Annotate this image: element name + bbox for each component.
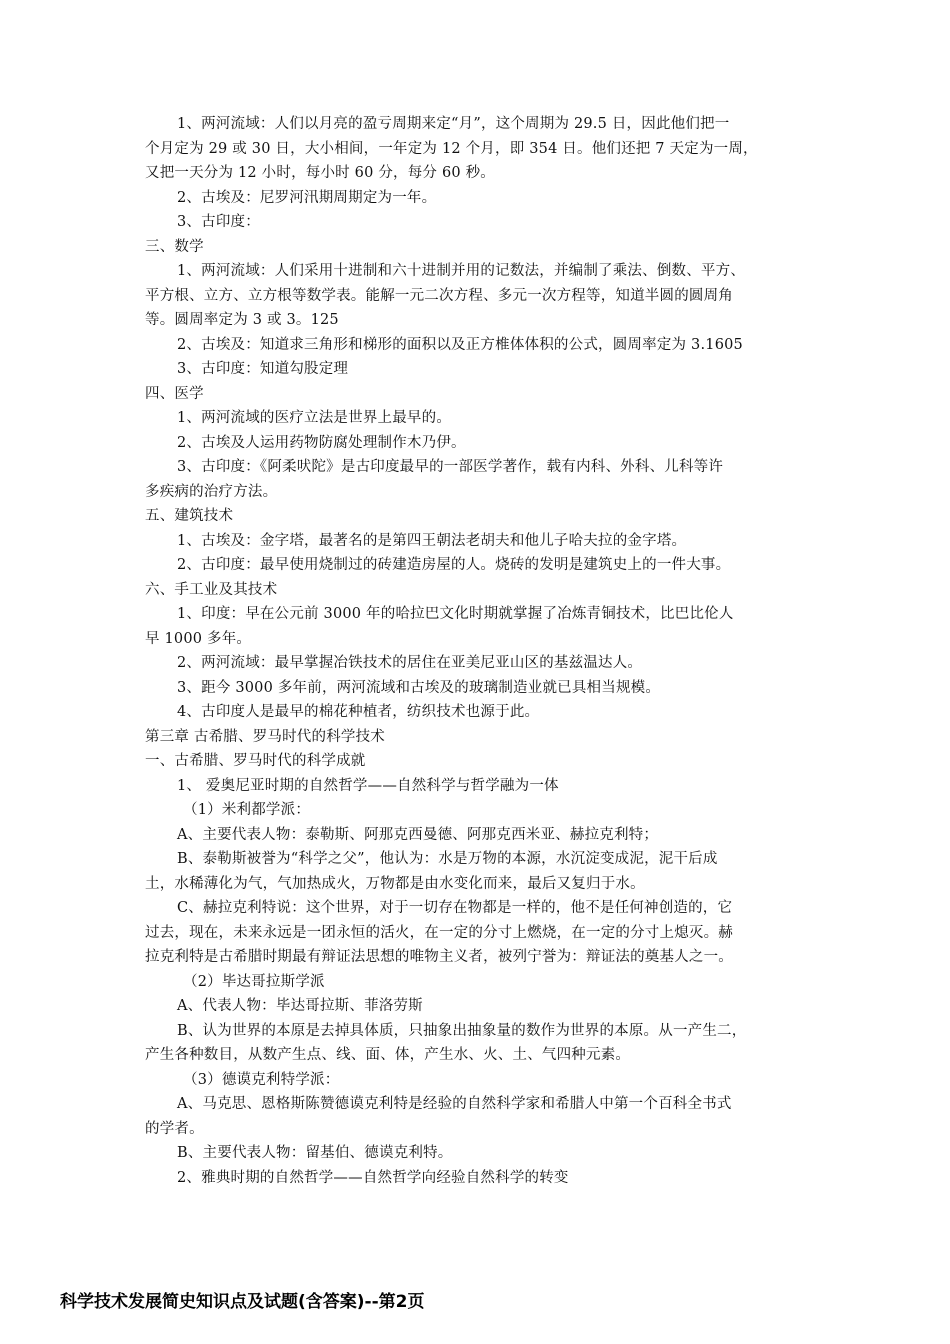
- text-line: A、代表人物：毕达哥拉斯、菲洛劳斯: [177, 998, 423, 1014]
- text-line: 3、古印度：《阿柔吠陀》是古印度最早的一部医学著作，载有内科、外科、儿科等许: [177, 459, 724, 475]
- text-line: A、马克思、恩格斯陈赞德谟克利特是经验的自然科学家和希腊人中第一个百科全书式: [177, 1096, 732, 1112]
- text-line: 4、古印度人是最早的棉花种植者，纺织技术也源于此。: [177, 704, 540, 720]
- text-line: 1、两河流域：人们采用十进制和六十进制并用的记数法，并编制了乘法、倒数、平方、: [177, 263, 746, 279]
- document-body: [145, 112, 815, 1190]
- text-line: （3）德谟克利特学派：: [183, 1071, 340, 1088]
- text-line: 2、古埃及：知道求三角形和梯形的面积以及正方椎体体积的公式，圆周率定为 3.1605: [177, 336, 743, 353]
- text-line: 1、 爱奥尼亚时期的自然哲学——自然科学与哲学融为一体: [177, 777, 559, 794]
- text-line: 拉克利特是古希腊时期最有辩证法思想的唯物主义者，被列宁誉为：辩证法的奠基人之一。: [145, 949, 733, 965]
- text-line: 四、医学: [145, 385, 204, 402]
- text-line: 六、手工业及其技术: [145, 581, 278, 598]
- text-line: 3、古印度：知道勾股定理: [177, 361, 349, 377]
- text-line: 2、古埃及人运用药物防腐处理制作木乃伊。: [177, 434, 466, 451]
- text-line: 三、数学: [145, 238, 204, 255]
- text-line: 2、古埃及：尼罗河汛期周期定为一年。: [177, 189, 437, 206]
- text-line: 等。圆周率定为 3 或 3。125: [145, 312, 339, 328]
- text-line: 五、建筑技术: [145, 508, 234, 524]
- text-line: 多疾病的治疗方法。: [145, 483, 278, 500]
- text-line: （1）米利都学派：: [183, 802, 311, 818]
- text-line: 1、古埃及：金字塔，最著名的是第四王朝法老胡夫和他儿子哈夫拉的金字塔。: [177, 532, 687, 549]
- text-line: 1、两河流域：人们以月亮的盈亏周期来定“月”，这个周期为 29.5 日，因此他们把一: [177, 116, 730, 132]
- page-footer: 科学技术发展简史知识点及试题(含答案)--第2页: [60, 1292, 425, 1312]
- text-line: 1、两河流域的医疗立法是世界上最早的。: [177, 410, 452, 426]
- text-line: C、赫拉克利特说：这个世界，对于一切存在物都是一样的，他不是任何神创造的，它: [177, 900, 733, 916]
- text-line: 1、印度：早在公元前 3000 年的哈拉巴文化时期就掌握了冶炼青铜技术，比巴比伦人: [177, 606, 734, 622]
- text-line: 2、雅典时期的自然哲学——自然哲学向经验自然科学的转变: [177, 1169, 569, 1186]
- text-line: 土，水稀薄化为气，气加热成火，万物都是由水变化而来，最后又复归于水。: [145, 875, 645, 892]
- text-line: B、主要代表人物：留基伯、德谟克利特。: [177, 1145, 453, 1161]
- text-line: 又把一天分为 12 小时，每小时 60 分，每分 60 秒。: [145, 165, 496, 181]
- text-line: B、认为世界的本原是去掉具体质，只抽象出抽象量的数作为世界的本原。从一产生二，: [177, 1022, 747, 1039]
- text-line: 3、古印度：: [177, 214, 260, 230]
- text-line: 2、两河流域：最早掌握冶铁技术的居住在亚美尼亚山区的基兹温达人。: [177, 655, 643, 671]
- text-line: 平方根、立方、立方根等数学表。能解一元二次方程、多元一次方程等，知道半圆的圆周角: [145, 287, 733, 304]
- text-line: （2）毕达哥拉斯学派: [183, 973, 325, 990]
- text-line: A、主要代表人物：泰勒斯、阿那克西曼德、阿那克西米亚、赫拉克利特；: [177, 826, 659, 843]
- text-line: B、泰勒斯被誉为“科学之父”，他认为：水是万物的本源，水沉淀变成泥，泥干后成: [177, 851, 718, 867]
- text-line: 3、距今 3000 多年前，两河流域和古埃及的玻璃制造业就已具相当规模。: [177, 679, 661, 696]
- text-line: 过去，现在，未来永远是一团永恒的活火，在一定的分寸上燃烧，在一定的分寸上熄灭。赫: [145, 924, 733, 941]
- text-line: 2、古印度：最早使用烧制过的砖建造房屋的人。烧砖的发明是建筑史上的一件大事。: [177, 557, 731, 573]
- text-line: 早 1000 多年。: [145, 630, 252, 647]
- text-line: 第三章 古希腊、罗马时代的科学技术: [145, 728, 386, 745]
- text-line: 产生各种数目，从数产生点、线、面、体，产生水、火、土、气四种元素。: [145, 1047, 631, 1063]
- text-line: 一、古希腊、罗马时代的科学成就: [145, 753, 366, 769]
- text-line: 个月定为 29 或 30 日，大小相间，一年定为 12 个月，即 354 日。他们还把 7 天定为一周，: [145, 140, 758, 157]
- text-line: 的学者。: [145, 1120, 204, 1137]
